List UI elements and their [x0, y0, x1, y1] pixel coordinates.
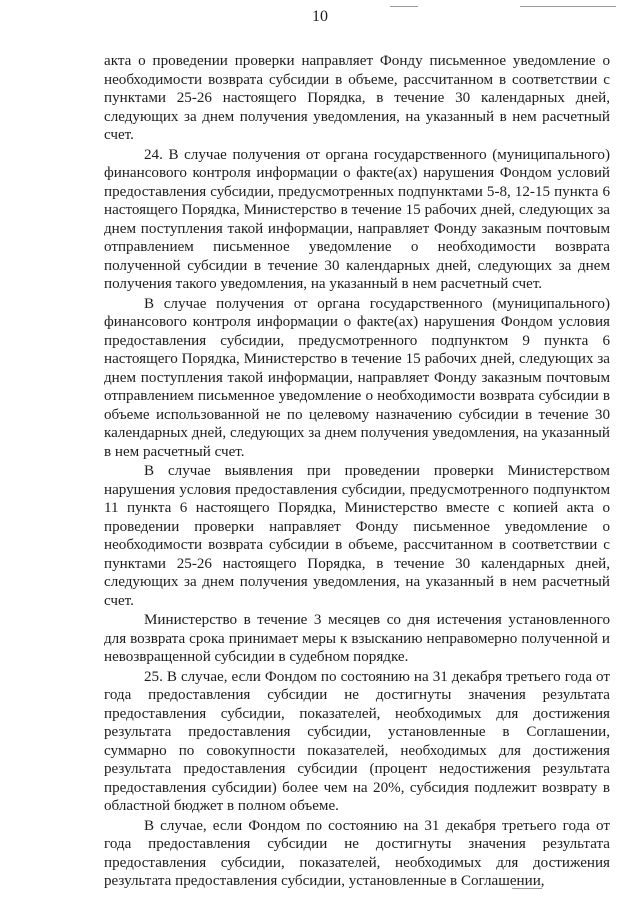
paragraph-item-24: 24. В случае получения от органа государственного (муниципального) финансового контроля информации о факте(ах) нарушения Фондом условий предоставления субсидии, предусмотренных подпунктами 5-8, 12-15 пункта 6 настоящего Порядка, Министерство в течение 15 рабочих дней, следующих за днем поступления такой информации, направляет Фонду заказным почтовым отправлением письменное уведомление о необходимости возврата полученной субсидии в течение 30 календарных дней, следующих за днем получения такого уведомления, на указанный в нем расчетный счет. — [104, 146, 610, 292]
paragraph-item-25: 25. В случае, если Фондом по состоянию на 31 декабря третьего года от года предоставления субсидии не достигнуты значения результата предоставления субсидии, показателей, необходимых для достижения результата предоставления субсидии, установленные в Соглашении, суммарно по совокупности показателей, необходимых для достижения результата предоставления субсидии (процент недостижения результата предоставления субсидии) более чем на 20%, субсидия подлежит возврату в областной бюджет в полном объеме. — [104, 668, 610, 814]
scan-artifact — [390, 6, 418, 7]
paragraph: Министерство в течение 3 месяцев со дня истечения установленного для возврата срока принимает меры к взысканию неправомерно полученной и невозвращенной субсидии в судебном порядке. — [104, 612, 610, 665]
page-number: 10 — [312, 8, 328, 25]
paragraph: В случае выявления при проведении проверки Министерством нарушения условия предоставления субсидии, предусмотренного подпунктом 11 пункта 6 настоящего Порядка, Министерство вместе с копией акта о проведении проверки направляет Фонду письменное уведомление о необходимости возврата субсидии в объеме, рассчитанном в соответствии с пунктами 25-26 настоящего Порядка, в течение 30 календарных дней, следующих за днем получения уведомления, на указанный в нем расчетный счет. — [104, 463, 610, 609]
paragraph: В случае, если Фондом по состоянию на 31 декабря третьего года от года предоставления субсидии не достигнуты значения результата предоставления субсидии, показателей, необходимых для достижения результата предоставления субсидии, установленные в Соглашении, — [104, 817, 610, 889]
paragraph: В случае получения от органа государственного (муниципального) финансового контроля информации о факте(ах) нарушения Фондом условия предоставления субсидии, предусмотренного подпунктом 9 пункта 6 настоящего Порядка, Министерство в течение 15 рабочих дней, следующих за днем поступления такой информации, направляет Фонду заказным почтовым отправлением письменное уведомление о необходимости возврата субсидии в объеме использованной не по целевому назначению субсидии в течение 30 календарных дней, следующих за днем получения уведомления, на указанный в нем расчетный счет. — [104, 295, 610, 460]
paragraph-continued: акта о проведении проверки направляет Фонду письменное уведомление о необходимости возврата субсидии в объеме, рассчитанном в соответствии с пунктами 25-26 настоящего Порядка, в течение 30 календарных дней, следующих за днем получения уведомления, на указанный в нем расчетный счет. — [104, 53, 610, 143]
document-body — [104, 52, 610, 891]
scan-artifact — [520, 6, 616, 7]
